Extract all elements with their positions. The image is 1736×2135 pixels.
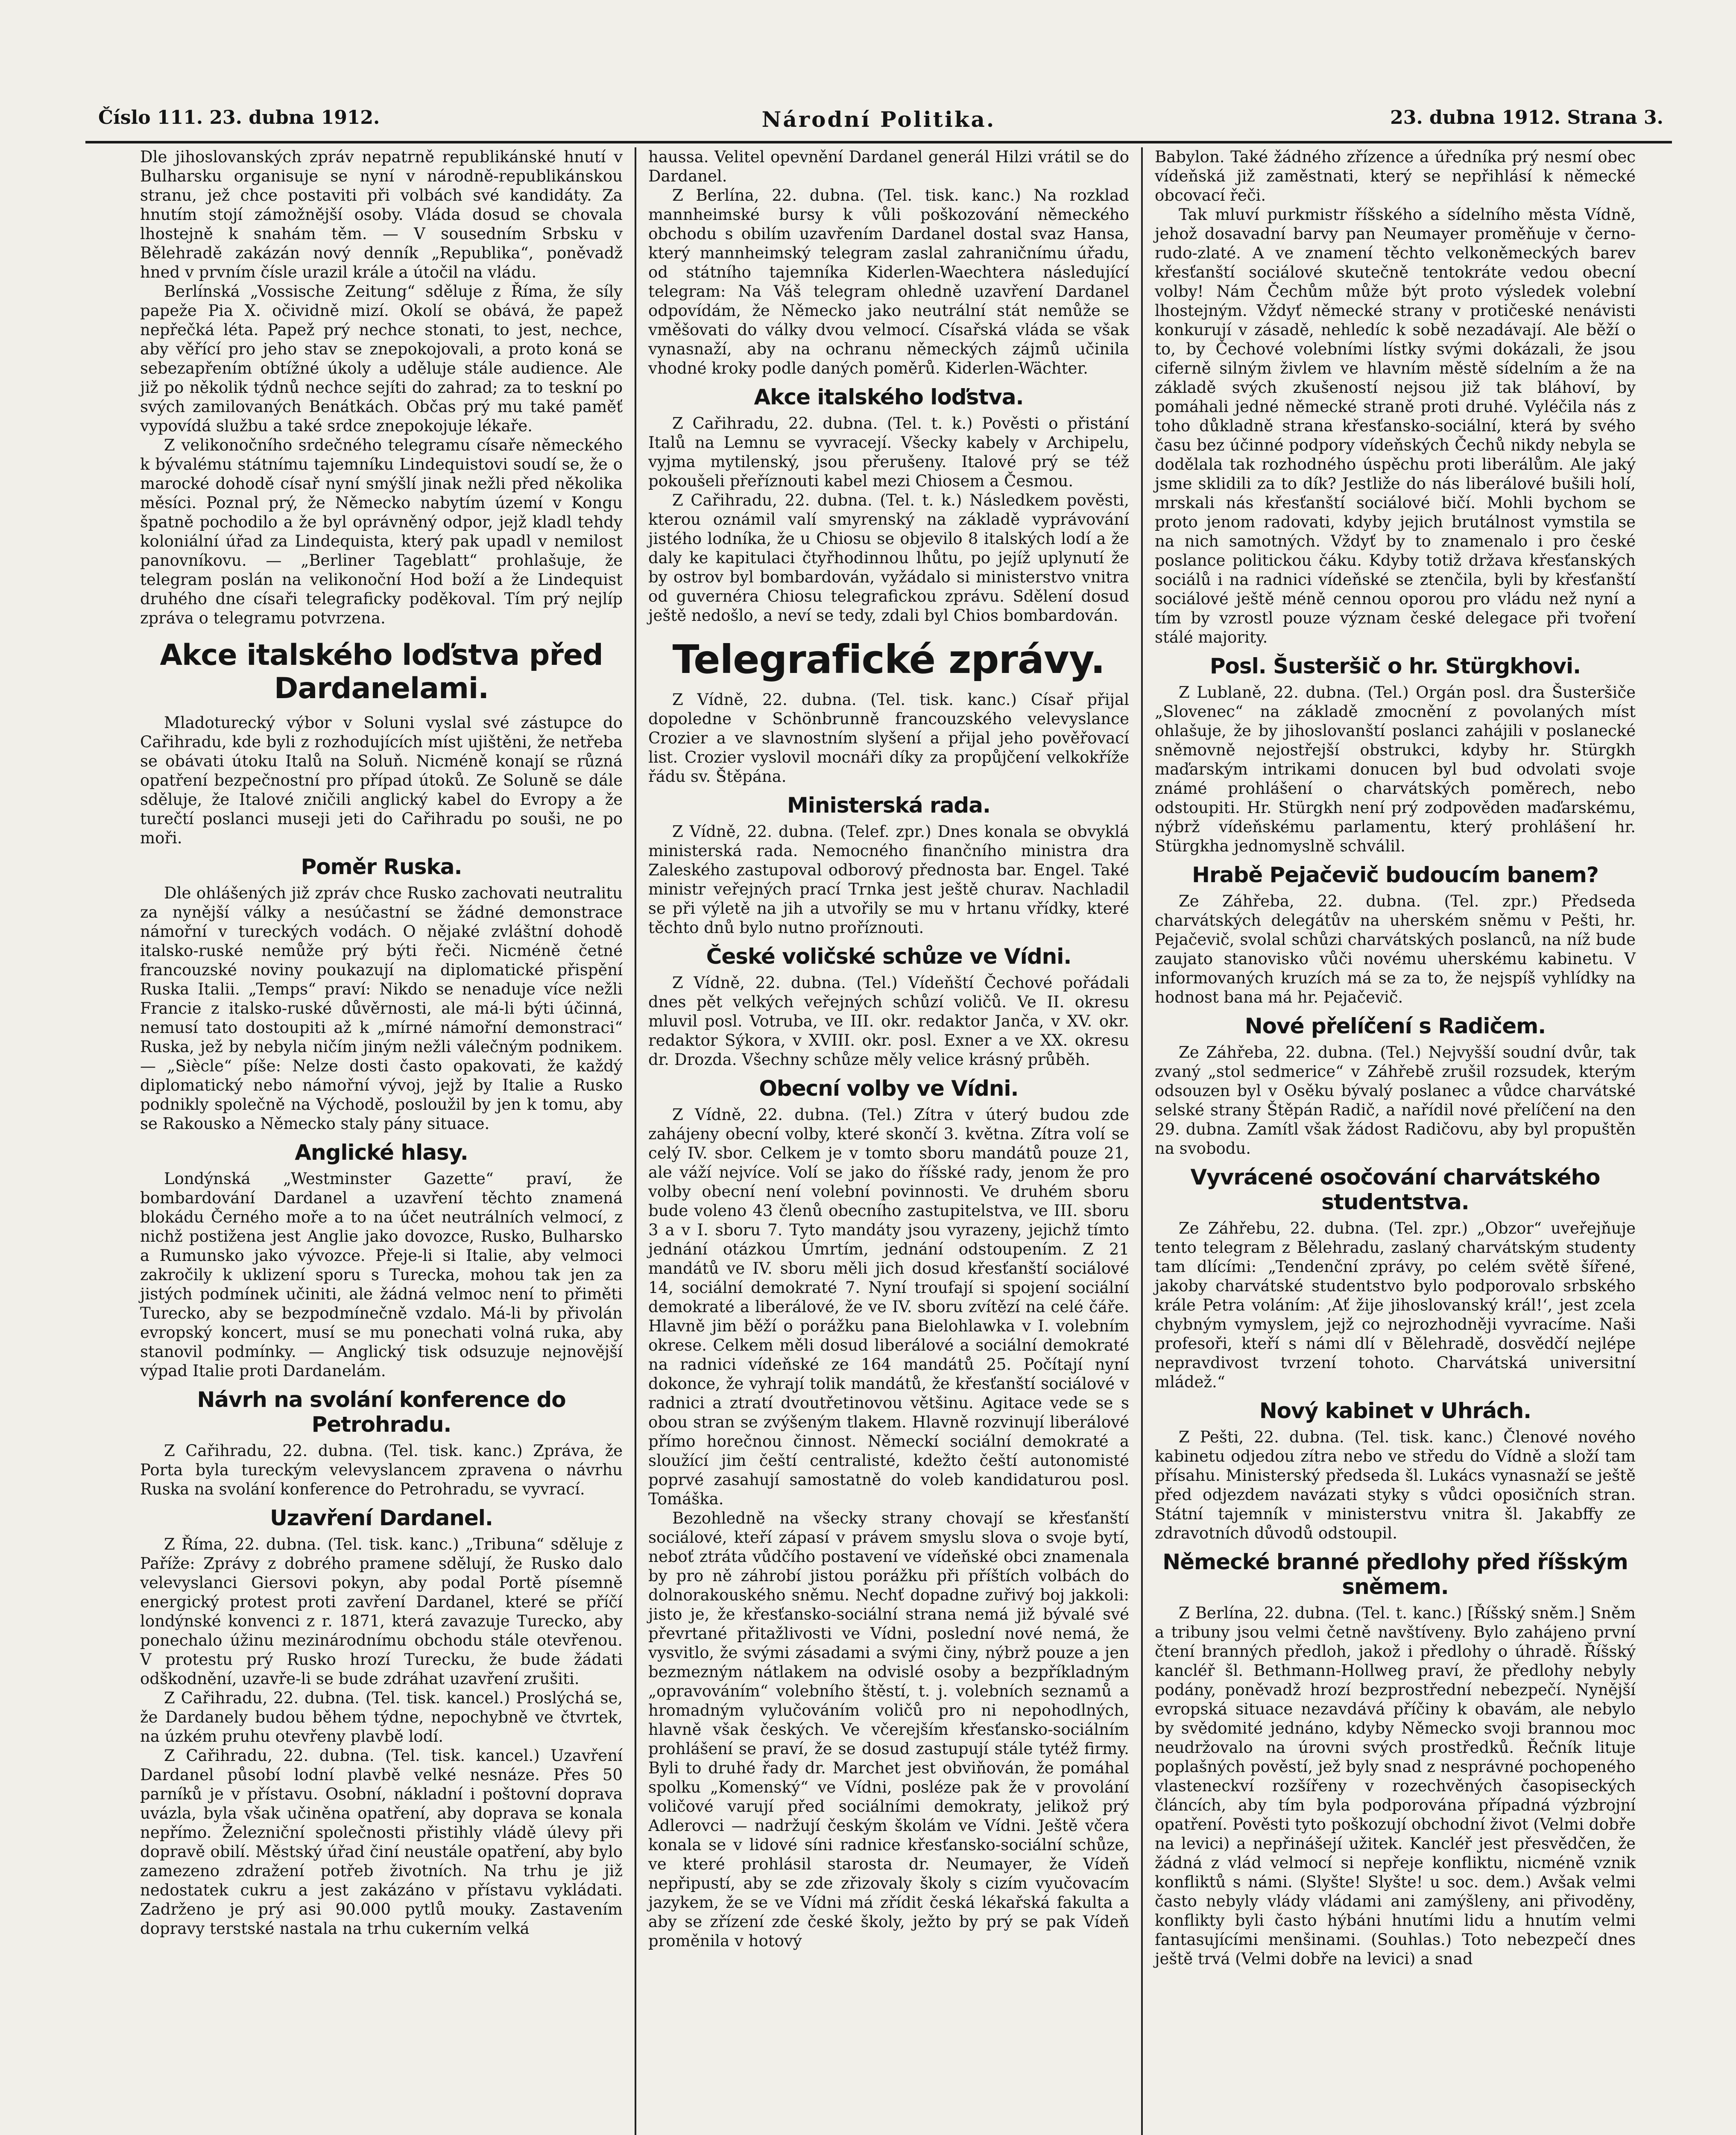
article-paragraph: Bezohledně na všecky strany chovají se křesťanští sociálové, kteří zápasí v právem smyslu slova o svoje bytí, neboť ztráta vůdčího postavení ve vídeňské obci znamenala by pro ně záhrobí jistou porážku při příštích volbách do dolnorakouského sněmu. Nechť dopadne zuřivý boj jakkoli: jisto je, že křesťansko-sociální strana nemá již bývalé své převrtané přitažlivosti ve Vídni, poslední nové nemá, že vysvitlo, že svými zásadami a svými činy, nýbrž pouze a jen bezmezným nátlakem na odvislé osoby a bezpříkladným „opravováním“ volebního štěstí, t. j. volebních seznamů a hromadným vylučováním voličů pro ni nepohodlných, hlavně však českých. Ve včerejším křesťansko-sociálním prohlášení se praví, že se dosud zastupují stále tytéž firmy. Byli to druhé řady dr. Marchet jest obviňován, že pomáhal spolku „Komenský“ ve Vídni, posléze pak že v provolání voličové varují před sociálními demokraty, jelikož prý Adlerovci — nadržují českým školám ve Vídni. Ještě včera konala se v lidové síni radnice křesťansko-sociální schůze, ve které prohlásil starosta dr. Neumayer, že Vídeň nepřipustí, aby se zde zřizovaly školy s cizím vyučovacím jazykem, že se ve Vídni má zřídit česká lékařská fakulta a aby se zřízení zde české školy, ježto by prý se pak Vídeň proměnila v hotový <box>648 1509 1129 1950</box>
article-paragraph: Z Berlína, 22. dubna. (Tel. tisk. kanc.) Na rozklad mannheimské bursy k vůli poškozování německého obchodu s obilím uzavřením Dardanel dostal svaz Hansa, který mannheimský telegram zaslal zahraničnímu úřadu, od státního tajemníka Kiderlen-Waechtera následující telegram: Na Váš telegram ohledně uzavření Dardanel odpovídám, že Německo jako neutrální stát nemůže se vměšovati do války dvou velmocí. Císařská vláda se však vynasnaží, aby na ochranu německých zájmů učinila vhodné kroky podle daných poměrů. Kiderlen-Wächter. <box>648 186 1129 377</box>
article-paragraph: Londýnská „Westminster Gazette“ praví, že bombardování Dardanel a uzavření těchto znamená blokádu Černého moře a to na účet neutrálních velmocí, z nichž postižena jest Anglie jako dovozce, Rusko, Bulharsko a Rumunsko jako vývozce. Přeje-li si Italie, aby velmoci zakročily k uklizení sporu s Turecka, mohou tak jen za jistých podmínek učiniti, ale žádná velmoc není to přiměti Turecko, aby se bezpodmínečně vzdalo. Má-li by přivolán evropský koncert, musí se mu ponechati volná ruka, aby stanovil podmínky. — Anglický tisk odsuzuje nejnovější výpad Italie proti Dardanelám. <box>140 1170 623 1380</box>
article-paragraph: Babylon. Také žádného zřízence a úředníka prý nesmí obec vídeňská již zaměstnati, který se nepřihlásí k německé obcovací řeči. <box>1155 148 1636 205</box>
subsection-headline: Návrh na svolání konference do Petrohradu. <box>197 1387 566 1437</box>
article-paragraph: Z Pešti, 22. dubna. (Tel. tisk. kanc.) Členové nového kabinetu odjedou zítra nebo ve středu do Vídně a složí tam přísahu. Ministerský předseda šl. Lukács vynasnaží se ještě před odjezdem navázati styky s vůdci oposičních stran. Státní tajemník v ministerstvu vnitra šl. Jakabffy ze zdravotních důvodů odstoupil. <box>1155 1428 1636 1542</box>
article-paragraph: Z Cařihradu, 22. dubna. (Tel. t. k.) Pověsti o přistání Italů na Lemnu se vyvracejí. Všecky kabely v Archipelu, vyjma mytilenský, jsou přerušeny. Italové prý se též pokoušeli přeříznouti kabel mezi Chiosem a Česmou. <box>648 414 1129 490</box>
subsection-headline: Anglické hlasy. <box>295 1140 468 1165</box>
article-paragraph: Z Vídně, 22. dubna. (Telef. zpr.) Dnes konala se obvyklá ministerská rada. Nemocného finančního ministra dra Zaleského zastupoval odborový přednosta bar. Engel. Také ministr veřejných prací Trnka jest ještě churav. Nachladil se při výletě na jih a utvořily se mu v hrtanu vřídky, které těchto dnů bylo nutno proříznouti. <box>648 822 1129 937</box>
article-paragraph: Z Vídně, 22. dubna. (Tel. tisk. kanc.) Císař přijal dopoledne v Schönbrunně francouzského velevyslance Crozier a ve slavnostním slyšení a přijal jeho pověřovací list. Crozier vyslovil mocnáři díky za propůjčení velkokříže řádu sv. Štěpána. <box>648 690 1129 786</box>
subsection-headline: Poměr Ruska. <box>301 854 462 879</box>
article-paragraph: Dle jihoslovanských zpráv nepatrně republikánské hnutí v Bulharsku organisuje se nyní v národně-republikánskou stranu, jež chce postaviti při volbách své kandidáty. Za hnutím stojí zámožnější osoby. Vláda dosud se chovala lhostejně k snahám těm. — V sousedním Srbsku v Bělehradě zakázán nový denník „Republika“, poněvadž hned v prvním čísle urazil krále a útočil na vládu. <box>140 148 623 281</box>
subsection-headline: Nový kabinet v Uhrách. <box>1259 1398 1531 1423</box>
column-3 <box>1141 147 1648 2135</box>
column-1 <box>128 147 635 2135</box>
subsection-headline: Vyvrácené osočování charvátského studentstva. <box>1190 1165 1600 1214</box>
article-paragraph: Ze Záhřeba, 22. dubna. (Tel.) Nejvyšší soudní dvůr, tak zvaný „stol sedmerice“ v Záhřebě zrušil rozsudek, kterým odsouzen byl v Osěku bývalý poslanec a vůdce charvátské selské strany Štěpán Radič, a nařídil nové přelíčení na den 29. dubna. Zamítl však žádost Radičovu, aby byl propuštěn na svobodu. <box>1155 1043 1636 1158</box>
section-headline: Akce italského loďstva před Dardanelami. <box>160 638 603 705</box>
subsection-headline: Německé branné předlohy před říšským sněmem. <box>1162 1550 1628 1599</box>
subsection-headline: Uzavření Dardanel. <box>270 1506 493 1530</box>
article-paragraph: Z Berlína, 22. dubna. (Tel. t. kanc.) [Říšský sněm.] Sněm a tribuny jsou velmi četně navštíveny. Bylo zahájeno první čtení branných předloh, jakož i předlohy o úhradě. Říšský kancléř šl. Bethmann-Hollweg praví, že předlohy nebyly podány, poněvadž hrozí bezprostřední nebezpečí. Nynější evropská situace nezavdává příčiny k obavám, ale nebylo by svědomité jednáno, kdyby Německo svoji brannou moc neudržovalo na úrovni svých prostředků. Řečník lituje poplašných pověstí, jež byly snad z nesprávné pochopeného vlasteneckví rozšířeny v rozechvěných časopiseckých článcích, aby tím byla podporována případná výzbrojní opatření. Pověsti tyto poškozují obchodní život (Velmi dobře na levici) a nepřinášejí užitek. Kancléř jest přesvědčen, že žádná z vlád velmocí si nepřeje konfliktu, nicméně vznik konfliktů s námi. (Slyšte! Slyšte! u soc. dem.) Avšak velmi často nebyly vlády vládami ani zamýšleny, ani přivoděny, konflikty byli často hýbáni hnutími lidu a hnutím velmi fantasujícími menšinami. (Souhlas.) Toto nebezpečí dnes ještě trvá (Velmi dobře na levici) a snad <box>1155 1604 1636 1968</box>
page-date-number: 23. dubna 1912. Strana 3. <box>1390 107 1663 129</box>
subsection-headline: Obecní volby ve Vídni. <box>759 1076 1019 1101</box>
article-paragraph: Z Cařihradu, 22. dubna. (Tel. tisk. kancel.) Proslýchá se, že Dardanely budou během týdne, nepochybně ve čtvrtek, na úzkém pruhu otevřeny plavbě lodí. <box>140 1689 623 1746</box>
article-paragraph: Tak mluví purkmistr říšského a sídelního města Vídně, jehož dosavadní barvy pan Neumayer proměňuje v černo-rudo-zlaté. A ve znamení těchto velkoněmeckých barev křesťanští sociálové skutečně tentokráte vedou obecní volby! Nám Čechům může být proto výsledek volební lhostejným. Vždyť německé strany v protičeské nenávisti konkurují v zásadě, nehledíc k sobě nezadávají. Ale běží o to, by Čechové volebními lístky svými dokázali, že jsou ciferně silným živlem ve hlavním městě sídelním a že na základě svých zkušeností nejsou již tak bláhoví, by pomáhali jedné německé straně proti druhé. Vyléčila nás z toho důkladně strana křesťansko-sociální, která by svého času bez účinné podpory vídeňských Čechů nikdy nebyla se dodělala tak rozhodného úspěchu proti liberálům. Ale jaký jsme sklidili za to dík? Jestliže do nás liberálové bušili holí, mrskali nás křesťanští sociálové bičí. Mohli bychom se proto jenom radovati, kdyby jejich brutálnost vymstila se na nich samotných. Vždyť by to znamenalo i pro české poslance politickou čáku. Kdyby totiž država křesťanských sociálů i na radnici vídeňské se ztenčila, byli by křesťanští sociálové ještě méně cennou oporou pro vládu než nyní a tím by vzrostl pouze význam české delegace při tvoření stálé majority. <box>1155 205 1636 646</box>
subsection-headline: Nové přelíčení s Radičem. <box>1244 1014 1546 1038</box>
newspaper-title: Národní Politika. <box>761 107 996 132</box>
article-paragraph: Ze Záhřebu, 22. dubna. (Tel. zpr.) „Obzor“ uveřejňuje tento telegram z Bělehradu, zaslaný charvátským studenty tam dlícími: „Tendenční zprávy, po celém světě šířené, jakoby charvátské studentstvo bylo podporovalo srbského krále Petra voláním: ‚Ať žije jihoslovanský král!‘, jest zcela chybným vymyslem, jejž co nejrozhodněji vyvracíme. Naši profesoři, kteří s námi dlí v Bělehradě, dosvědčí nejlépe nepravdivost tvrzení tohoto. Charvátská universitní mládež.“ <box>1155 1219 1636 1391</box>
subsection-headline: Ministerská rada. <box>787 793 990 818</box>
subsection-headline: České voličské schůze ve Vídni. <box>706 944 1071 969</box>
article-paragraph: Z Lublaně, 22. dubna. (Tel.) Orgán posl. dra Šusteršiče „Slovenec“ na základě zmocnění z povolaných míst ohlašuje, že by jihoslovanští poslanci zahájili v poslanecké sněmovně nejostřejší obstrukci, kdyby hr. Stürgkh maďarským intrikami donucen byl bud odvolati svoje známé prohlášení o charvátských poměrech, nebo odstoupiti. Hr. Stürgkh není prý zodpověden maďarskému, nýbrž vídeňskému parlamentu, který prohlášení hr. Stürgkha jednomyslně schválil. <box>1155 683 1636 855</box>
article-paragraph: Z Cařihradu, 22. dubna. (Tel. t. k.) Následkem pověsti, kterou oznámil valí smyrenský na základě vyprávování jistého lodníka, že u Chiosu se objevilo 8 italských lodí a že daly ke kapitulaci čtyřhodinnou lhůtu, po jejíž uplynutí že by ostrov byl bombardován, vyžádalo si ministerstvo vnitra od guvernéra Chiosu telegrafickou zprávu. Sdělení dosud ještě nedošlo, a neví se tedy, zdali byl Chios bombardován. <box>648 491 1129 625</box>
article-paragraph: haussa. Velitel opevnění Dardanel generál Hilzi vrátil se do Dardanel. <box>648 148 1129 185</box>
article-paragraph: Berlínská „Vossische Zeitung“ sděluje z Říma, že síly papeže Pia X. očividně mizí. Okolí se obává, že papež nepřečká léta. Papež prý nechce stonati, to jest, nechce, aby věřící pro jeho stav se znepokojovali, a proto koná se sebezapřením obtížné úkoly a uděluje stále audience. Ale již po několik týdnů nechce sejíti do zahrad; za to teskní po svých zamilovaných Benátkách. Občas prý mu také paměť vypovídá službu a také srdce znepokojuje lékaře. <box>140 282 623 435</box>
article-paragraph: Dle ohlášených již zpráv chce Rusko zachovati neutralitu za nynější války a nesúčastní se žádné demonstrace námořní v tureckých vodách. O nějaké zvláštní dohodě italsko-ruské nemůže prý býti řeči. Nicméně četné francouzské noviny poukazují na diplomatické přispění Ruska Italii. „Temps“ praví: Nikdo se nenaduje více nežli Francie z italsko-ruské důvěrnosti, ale má-li býti účinná, nemusí tato dostoupiti až k „mírné námořní demonstraci“ Ruska, jež by nebyla ničím jiným nežli válečným podnikem. — „Siècle“ píše: Nelze dosti často opakovati, že každý diplomatický nebo námořní vývoj, jejž by Italie a Rusko podnikly společně na Východě, posloužil by jen k tomu, aby se Rakousko a Německo staly pány situace. <box>140 884 623 1133</box>
article-paragraph: Z Vídně, 22. dubna. (Tel.) Vídeňští Čechové pořádali dnes pět velkých veřejných schůzí voličů. Ve II. okresu mluvil posl. Votruba, ve III. okr. redaktor Janča, v XV. okr. redaktor Sýkora, v XVIII. okr. posl. Exner a ve XX. okresu dr. Drozda. Všechny schůze měly velice krásný průběh. <box>648 974 1129 1069</box>
subsection-headline: Hrabě Pejačevič budoucím banem? <box>1192 863 1598 887</box>
article-paragraph: Z Vídně, 22. dubna. (Tel.) Zítra v úterý budou zde zahájeny obecní volby, které skončí 3. května. Zítra volí se celý IV. sbor. Celkem je v tomto sboru mandátů pouze 21, ale váží nejvíce. Volí se jako do říšské rady, jenom že pro volby obecní není volební povinnosti. Ve druhém sboru bude voleno 43 členů obecního zastupitelstva, ve III. sboru 3 a v I. sboru 7. Tyto mandáty jsou vyrazeny, jejichž tímto jednání otázkou Úmrtím, jednání odstoupením. Z 21 mandátů ve IV. sboru měli jich dosud křesťanští sociálové 14, sociální demokraté 7. Nyní troufají si spojení sociální demokraté a liberálové, že ve IV. sboru zvítězí na celé čáře. Hlavně jim běží o porážku pana Bielohlawka v I. volebním okrese. Celkem měli dosud liberálové a sociální demokraté na radnici vídeňské ze 164 mandátů 25. Počítají nyní dokonce, že vyhrají tolik mandátů, že křesťanští sociálové v radnici a ztratí dvoutřetinovou většinu. Agitace vede se s obou stran se zvýšeným tlakem. Hlavně rozvinují liberálové přímo horečnou činnost. Německí sociální demokraté a sloužící jim čeští centralisté, kdežto čeští autonomisté poprvé zasahují samostatně do voleb kandidaturou posl. Tomáška. <box>648 1106 1129 1508</box>
column-2 <box>635 147 1141 2135</box>
issue-number-date: Číslo 111. 23. dubna 1912. <box>98 107 380 129</box>
subsection-headline: Akce italského loďstva. <box>754 385 1024 409</box>
text-columns <box>128 147 1648 2135</box>
section-headline: Telegrafické zprávy. <box>672 637 1105 682</box>
masthead <box>85 107 1672 143</box>
article-paragraph: Z Cařihradu, 22. dubna. (Tel. tisk. kancel.) Uzavření Dardanel působí lodní plavbě velké nesnáze. Přes 50 parníků je v přístavu. Osobní, nákladní i poštovní doprava uvázla, byla však učiněna opatření, aby doprava se konala nepřímo. Železniční společnosti přistihly vládě úlevy při dopravě obilí. Městský úřad činí neustále opatření, aby bylo zamezeno zdražení potřeb životních. Na trhu je již nedostatek cukru a jest zakázáno v přístavu vykládati. Zadrženo je prý asi 90.000 pytlů mouky. Zastavením dopravy terstské nastala na trhu cukerním velká <box>140 1746 623 1938</box>
article-paragraph: Z Říma, 22. dubna. (Tel. tisk. kanc.) „Tribuna“ sděluje z Paříže: Zprávy z dobrého pramene sdělují, že Rusko dalo velevyslanci Giersovi pokyn, aby podal Portě písemně energický protest proti zavření Dardanel, které se příčí londýnské konvenci z r. 1871, která zavazuje Turecko, aby ponechalo úžinu mezinárodnímu obchodu stále otevřenou. V protestu prý Rusko hrozí Turecku, že bude žádati odškodnění, uzavře-li se bude zdráhat uzavření zrušiti. <box>140 1535 623 1688</box>
article-paragraph: Mladoturecký výbor v Soluni vyslal své zástupce do Cařihradu, kde byli z rozhodujících míst ujištěni, že netřeba se obávati útoku Italů na Soluň. Nicméně konají se různá opatření bezpečnostní pro případ útoků. Ze Soluně se dále sděluje, že Italové zničili anglický kabel do Evropy a že turečtí poslanci museji jeti do Cařihradu po souši, ne po moři. <box>140 714 623 847</box>
subsection-headline: Posl. Šusteršič o hr. Stürgkhovi. <box>1209 654 1581 679</box>
article-paragraph: Ze Záhřeba, 22. dubna. (Tel. zpr.) Předseda charvátských delegátův na uherském sněmu v Pešti, hr. Pejačevič, svolal schůzi charvátských poslanců, na níž bude zaujato stanovisko vůči novému uherskému kabinetu. V informovaných kruzích má se za to, že nejspíš vyhlídky na hodnost bana má hr. Pejačevič. <box>1155 892 1636 1006</box>
article-paragraph: Z velikonočního srdečného telegramu císaře německého k bývalému státnímu tajemníku Lindequistovi soudí se, že o marocké dohodě císař nyní smýšlí jinak nežli před několika měsíci. Poznal prý, že Německo nabytím území v Kongu špatně pochodilo a že byl oprávněný odpor, jejž kladl tehdy koloniální úřad za Lindequista, který pak upadl v nemilost panovníkovu. — „Berliner Tageblatt“ prohlašuje, že telegram poslán na velikonoční Hod boží a že Lindequist druhého dne císaři telegraficky poděkoval. Tím prý nejlíp zpráva o telegramu potvrzena. <box>140 436 623 627</box>
article-paragraph: Z Cařihradu, 22. dubna. (Tel. tisk. kanc.) Zpráva, že Porta byla tureckým velevyslancem zpravena o návrhu Ruska na svolání konference do Petrohradu, se vyvrací. <box>140 1442 623 1498</box>
